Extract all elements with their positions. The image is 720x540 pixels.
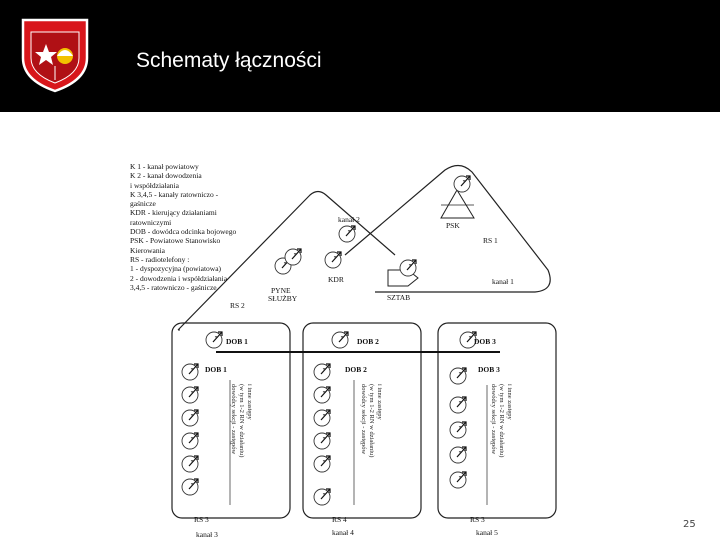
col1-vertical-text-2: (w tym 1-2 RN w działaniu) [238, 384, 245, 458]
col3-vertical-text-3: i inne zastępy [506, 384, 513, 420]
col3-vertical-text-1: dowódcy sekcji - zastępów [490, 384, 497, 455]
col2-vertical-text-1: dowódcy sekcji - zastępów [360, 384, 367, 455]
legend [130, 162, 236, 292]
psk-label: PSK [446, 221, 460, 230]
kanal2-label: kanał 2 [338, 215, 360, 224]
legend-line: Kierowania [130, 245, 165, 255]
col1-rs-label: RS 3 [194, 515, 209, 524]
rs1-label: RS 1 [483, 236, 498, 245]
col1-vertical-text-3: i inne zastępy [246, 384, 253, 420]
dob3-top-label: DOB 3 [474, 337, 496, 346]
dob2-top-label: DOB 2 [357, 337, 379, 346]
legend-line: i współdziałania [130, 180, 179, 190]
sluzby-label: SŁUŻBY [268, 294, 298, 303]
legend-line: RS - radiotelefony : [130, 254, 190, 264]
rs2-label: RS 2 [230, 301, 245, 310]
communication-diagram [0, 112, 720, 540]
legend-line: 3,4,5 - ratowniczo - gaśnicze [130, 282, 217, 292]
dob2-label: DOB 2 [345, 365, 367, 374]
col2-rs-label: RS 4 [332, 515, 347, 524]
dob1-top-label: DOB 1 [226, 337, 248, 346]
pyne-label: PYNE [271, 286, 291, 295]
dob1-label: DOB 1 [205, 365, 227, 374]
slide-header [0, 0, 720, 112]
slide-title: Schematy łączności [136, 49, 322, 72]
legend-line: K 1 - kanał powiatowy [130, 162, 199, 171]
col3-rs-label: RS 3 [470, 515, 485, 524]
fire-brigade-emblem [18, 14, 92, 94]
legend-line: 2 - dowodzenia i współdziałania [130, 273, 228, 283]
col1-vertical-text-1: dowódcy sekcji - zastępów [230, 384, 237, 455]
legend-line: PSK - Powiatowe Stanowisko [130, 236, 221, 246]
col3-kanal-label: kanał 5 [476, 528, 498, 537]
dob3-label: DOB 3 [478, 365, 500, 374]
legend-line: K 3,4,5 - kanały ratowniczo - [130, 189, 219, 199]
legend-line: ratowniczymi [130, 217, 172, 227]
legend-line: K 2 - kanał dowodzenia [130, 171, 202, 181]
legend-line: KDR - kierujący działaniami [130, 208, 217, 218]
legend-line: gaśnicze [130, 199, 156, 209]
sztab-label: SZTAB [387, 293, 411, 302]
legend-line: DOB - dowódca odcinka bojowego [130, 227, 237, 237]
col1-kanal-label: kanał 3 [196, 530, 218, 539]
col3-vertical-text-2: (w tym 1-2 RN w działaniu) [498, 384, 505, 458]
col2-vertical-text-3: i inne zastępy [376, 384, 383, 420]
psk-icon [441, 190, 474, 218]
page-number: 25 [683, 519, 696, 530]
kanal1-label: kanał 1 [492, 277, 514, 286]
kdr-label: KDR [328, 275, 344, 284]
col2-vertical-text-2: (w tym 1-2 RN w działaniu) [368, 384, 375, 458]
legend-line: 1 - dyspozycyjna (powiatowa) [130, 264, 222, 274]
col2-kanal-label: kanał 4 [332, 528, 354, 537]
